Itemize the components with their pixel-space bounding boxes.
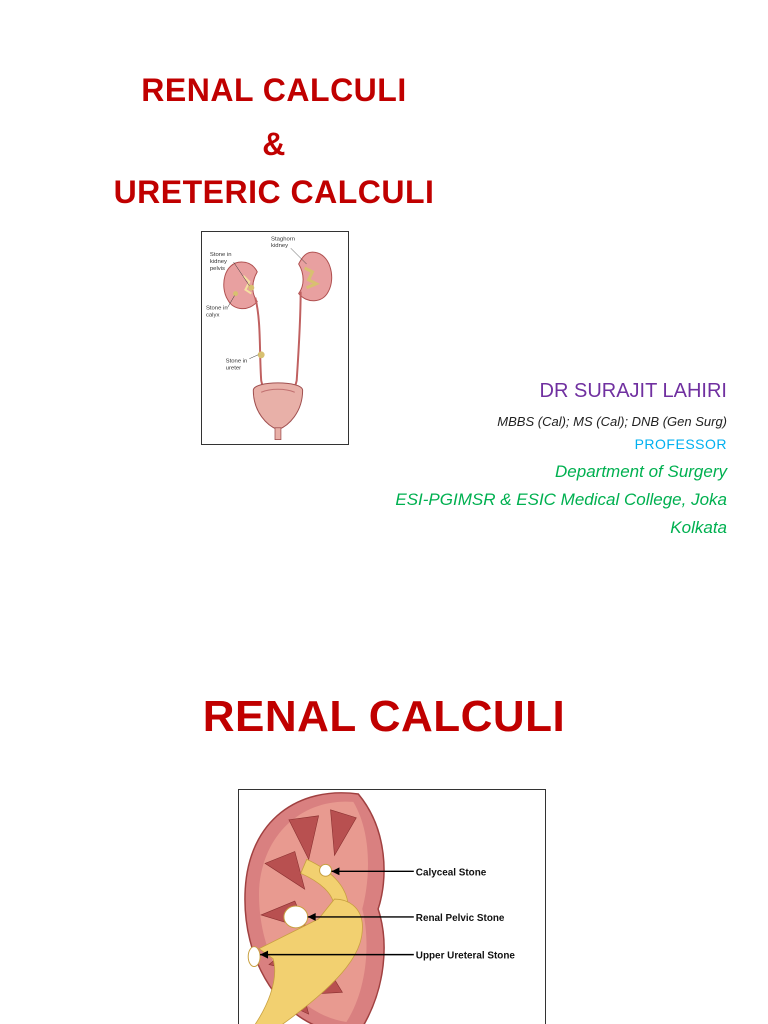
svg-text:pelvis [210, 266, 225, 272]
label-staghorn-1: Staghorn [271, 236, 296, 243]
slide-title-line-2: & [262, 126, 286, 162]
right-kidney [299, 252, 332, 301]
calyx-stone [233, 291, 238, 296]
svg-text:calyx [206, 312, 220, 318]
label-pelvis-2: kidney [209, 259, 227, 266]
urinary-tract-illustration [201, 231, 349, 445]
label-pelvis-3: pelvis [209, 265, 226, 272]
svg-text:kidney [210, 259, 227, 265]
svg-text:Stone in [206, 305, 228, 311]
label-ureter-1: Stone in [225, 358, 248, 365]
upper-ureteral-stone [248, 947, 260, 967]
author-city: Kolkata [670, 518, 727, 537]
svg-text:Upper Ureteral Stone [416, 951, 516, 962]
author-qualifications: MBBS (Cal); MS (Cal); DNB (Gen Surg) [497, 414, 727, 429]
author-name: DR SURAJIT LAHIRI [539, 380, 727, 402]
slide-title-line-1: RENAL CALCULI [141, 72, 407, 108]
author-institution: ESI-PGIMSR & ESIC Medical College, Joka [395, 490, 727, 509]
svg-text:Staghorn [271, 236, 295, 242]
label-ureter-2: ureter [225, 365, 242, 372]
urinary-tract-svg [202, 232, 348, 444]
label-upper-ureteral-stone: Upper Ureteral Stone [415, 950, 515, 962]
label-staghorn-2: kidney [271, 243, 289, 250]
author-department: Department of Surgery [555, 462, 727, 481]
svg-text:Stone in [226, 359, 248, 365]
svg-text:ureter [226, 366, 241, 372]
label-calyx-2: calyx [205, 312, 220, 319]
label-pelvis-1: Stone in [209, 252, 232, 259]
kidney-stones-illustration [238, 789, 546, 1024]
svg-text:kidney [271, 243, 288, 249]
calyceal-stone [320, 864, 332, 876]
label-calyx-1: Stone in [205, 305, 228, 312]
author-role: PROFESSOR [634, 436, 727, 452]
slide-2-title: RENAL CALCULI [202, 692, 566, 741]
bladder [253, 383, 302, 430]
svg-text:Stone in [210, 252, 232, 258]
renal-pelvic-stone [284, 906, 308, 928]
label-calyceal-stone: Calyceal Stone [415, 867, 487, 879]
label-renal-pelvic-stone: Renal Pelvic Stone [415, 912, 505, 924]
urethra [275, 428, 281, 440]
slide-title-line-3: URETERIC CALCULI [113, 174, 435, 210]
svg-text:Renal Pelvic Stone [416, 913, 505, 924]
ureter-stone [258, 351, 265, 358]
svg-text:Calyceal Stone [416, 867, 487, 878]
kidney-cross-section-svg [239, 790, 545, 1024]
right-ureter [285, 292, 301, 399]
